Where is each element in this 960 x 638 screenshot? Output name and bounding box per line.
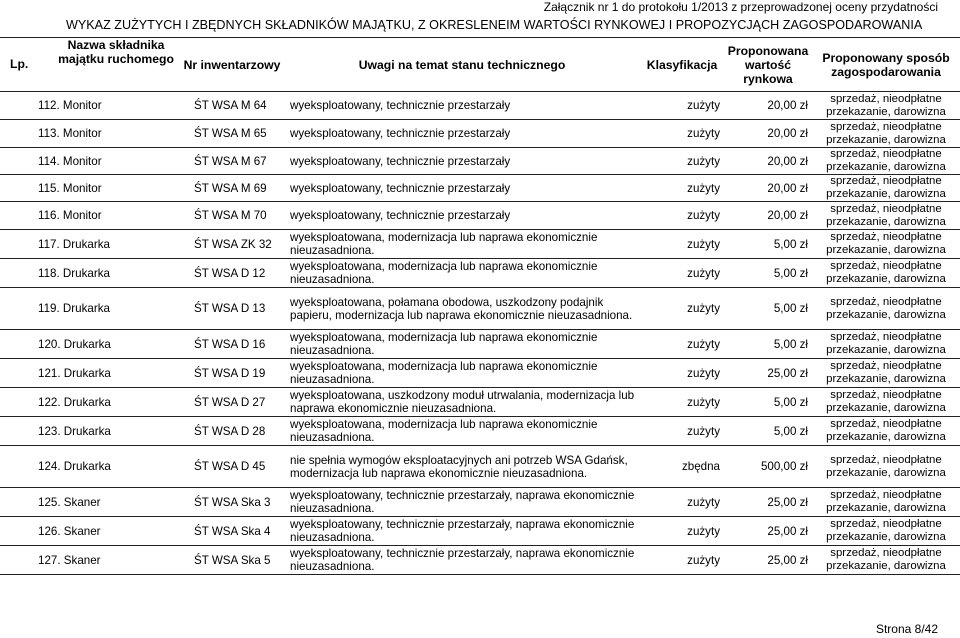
row-disposal-method: sprzedaż, nieodpłatne przekazanie, darowizna	[812, 259, 960, 288]
row-disposal-method: sprzedaż, nieodpłatne przekazanie, darowizna	[812, 546, 960, 575]
row-market-value: 25,00 zł	[724, 488, 812, 517]
row-disposal-method: sprzedaż, nieodpłatne przekazanie, darowizna	[812, 120, 960, 148]
header-wartosc: Proponowana wartość rynkowa	[724, 38, 812, 92]
header-sposob: Proponowany sposób zagospodarowania	[812, 38, 960, 92]
row-condition-notes: wyeksploatowany, technicznie przestarzały	[284, 202, 640, 230]
row-condition-notes: wyeksploatowany, technicznie przestarzały	[284, 148, 640, 175]
table-row	[0, 202, 960, 230]
row-disposal-method: sprzedaż, nieodpłatne przekazanie, darowizna	[812, 202, 960, 230]
row-item-name: 126. Skaner	[0, 517, 180, 546]
row-market-value: 500,00 zł	[724, 446, 812, 488]
document-title: WYKAZ ZUŻYTYCH I ZBĘDNYCH SKŁADNIKÓW MAJĄTKU, Z OKRESLENEIM WARTOŚCI RYNKOWEJ I PROPOZYCJĄCH ZAGOSPODAROWANIA	[66, 18, 923, 32]
row-market-value: 5,00 zł	[724, 230, 812, 259]
row-inventory-number: ŚT WSA M 67	[180, 148, 284, 175]
row-item-name: 118. Drukarka	[0, 259, 180, 288]
row-condition-notes: nie spełnia wymogów eksploatacyjnych ani potrzeb WSA Gdańsk, modernizacja lub naprawa ekonomicznie nieuzasadniona.	[284, 446, 640, 488]
row-item-name: 124. Drukarka	[0, 446, 180, 488]
row-classification: zużyty	[640, 259, 724, 288]
row-condition-notes: wyeksploatowany, technicznie przestarzały	[284, 175, 640, 202]
row-condition-notes: wyeksploatowany, technicznie przestarzały, naprawa ekonomicznie nieuzasadniona.	[284, 488, 640, 517]
row-item-name: 121. Drukarka	[0, 359, 180, 388]
row-item-name: 123. Drukarka	[0, 417, 180, 446]
row-condition-notes: wyeksploatowany, technicznie przestarzały, naprawa ekonomicznie nieuzasadniona.	[284, 517, 640, 546]
row-inventory-number: ŚT WSA D 13	[180, 288, 284, 330]
row-classification: zużyty	[640, 417, 724, 446]
row-inventory-number: ŚT WSA D 16	[180, 330, 284, 359]
row-disposal-method: sprzedaż, nieodpłatne przekazanie, darowizna	[812, 446, 960, 488]
row-inventory-number: ŚT WSA D 19	[180, 359, 284, 388]
table-row	[0, 120, 960, 148]
header-klasyfikacja: Klasyfikacja	[640, 38, 724, 92]
table-row	[0, 388, 960, 417]
row-item-name: 127. Skaner	[0, 546, 180, 575]
table-row	[0, 175, 960, 202]
row-item-name: 117. Drukarka	[0, 230, 180, 259]
row-classification: zużyty	[640, 92, 724, 120]
row-disposal-method: sprzedaż, nieodpłatne przekazanie, darowizna	[812, 92, 960, 120]
row-classification: zużyty	[640, 517, 724, 546]
row-disposal-method: sprzedaż, nieodpłatne przekazanie, darowizna	[812, 148, 960, 175]
row-inventory-number: ŚT WSA M 69	[180, 175, 284, 202]
row-item-name: 113. Monitor	[0, 120, 180, 148]
row-item-name: 125. Skaner	[0, 488, 180, 517]
row-classification: zużyty	[640, 175, 724, 202]
row-classification: zużyty	[640, 388, 724, 417]
row-condition-notes: wyeksploatowana, modernizacja lub naprawa ekonomicznie nieuzasadniona.	[284, 359, 640, 388]
inventory-table	[0, 37, 960, 575]
row-inventory-number: ŚT WSA M 64	[180, 92, 284, 120]
row-inventory-number: ŚT WSA M 65	[180, 120, 284, 148]
table-body	[0, 92, 960, 575]
row-classification: zużyty	[640, 546, 724, 575]
row-classification: zużyty	[640, 148, 724, 175]
table-row	[0, 259, 960, 288]
row-item-name: 120. Drukarka	[0, 330, 180, 359]
table-row	[0, 92, 960, 120]
row-inventory-number: ŚT WSA ZK 32	[180, 230, 284, 259]
row-condition-notes: wyeksploatowana, uszkodzony moduł utrwalania, modernizacja lub naprawa ekonomicznie nieuzasadniona.	[284, 388, 640, 417]
row-market-value: 20,00 zł	[724, 92, 812, 120]
row-market-value: 25,00 zł	[724, 359, 812, 388]
row-condition-notes: wyeksploatowany, technicznie przestarzały, naprawa ekonomicznie nieuzasadniona.	[284, 546, 640, 575]
row-condition-notes: wyeksploatowana, modernizacja lub naprawa ekonomicznie nieuzasadniona.	[284, 330, 640, 359]
header-nr: Nr inwentarzowy	[180, 38, 284, 92]
table-row	[0, 288, 960, 330]
row-classification: zbędna	[640, 446, 724, 488]
header-lp: Lp.	[10, 57, 29, 71]
row-inventory-number: ŚT WSA Ska 4	[180, 517, 284, 546]
table-row	[0, 446, 960, 488]
row-item-name: 112. Monitor	[0, 92, 180, 120]
row-disposal-method: sprzedaż, nieodpłatne przekazanie, darowizna	[812, 488, 960, 517]
row-disposal-method: sprzedaż, nieodpłatne przekazanie, darowizna	[812, 359, 960, 388]
row-disposal-method: sprzedaż, nieodpłatne przekazanie, darowizna	[812, 175, 960, 202]
row-disposal-method: sprzedaż, nieodpłatne przekazanie, darowizna	[812, 288, 960, 330]
table-row	[0, 417, 960, 446]
row-inventory-number: ŚT WSA D 45	[180, 446, 284, 488]
row-item-name: 115. Monitor	[0, 175, 180, 202]
table-row	[0, 148, 960, 175]
row-classification: zużyty	[640, 120, 724, 148]
row-disposal-method: sprzedaż, nieodpłatne przekazanie, darowizna	[812, 230, 960, 259]
row-inventory-number: ŚT WSA Ska 3	[180, 488, 284, 517]
row-classification: zużyty	[640, 202, 724, 230]
row-disposal-method: sprzedaż, nieodpłatne przekazanie, darowizna	[812, 330, 960, 359]
table-row	[0, 359, 960, 388]
table-row	[0, 230, 960, 259]
row-market-value: 5,00 zł	[724, 330, 812, 359]
row-item-name: 119. Drukarka	[0, 288, 180, 330]
row-market-value: 20,00 zł	[724, 175, 812, 202]
row-classification: zużyty	[640, 359, 724, 388]
row-disposal-method: sprzedaż, nieodpłatne przekazanie, darowizna	[812, 388, 960, 417]
row-inventory-number: ŚT WSA D 28	[180, 417, 284, 446]
header-nazwa: Nazwa składnika majątku ruchomego	[58, 38, 174, 66]
table-row	[0, 330, 960, 359]
table-row	[0, 517, 960, 546]
row-inventory-number: ŚT WSA Ska 5	[180, 546, 284, 575]
row-inventory-number: ŚT WSA D 27	[180, 388, 284, 417]
page-number: Strona 8/42	[875, 622, 938, 636]
row-condition-notes: wyeksploatowana, połamana obodowa, uszkodzony podajnik papieru, modernizacja lub naprawa ekonomicznie nieuzasadniona.	[284, 288, 640, 330]
table-header-row	[0, 38, 960, 92]
row-condition-notes: wyeksploatowana, modernizacja lub naprawa ekonomicznie nieuzasadniona.	[284, 259, 640, 288]
row-market-value: 25,00 zł	[724, 546, 812, 575]
row-inventory-number: ŚT WSA D 12	[180, 259, 284, 288]
row-item-name: 122. Drukarka	[0, 388, 180, 417]
row-inventory-number: ŚT WSA M 70	[180, 202, 284, 230]
row-market-value: 20,00 zł	[724, 148, 812, 175]
row-classification: zużyty	[640, 330, 724, 359]
row-disposal-method: sprzedaż, nieodpłatne przekazanie, darowizna	[812, 417, 960, 446]
table-row	[0, 546, 960, 575]
row-condition-notes: wyeksploatowany, technicznie przestarzały	[284, 92, 640, 120]
row-condition-notes: wyeksploatowana, modernizacja lub naprawa ekonomicznie nieuzasadniona.	[284, 230, 640, 259]
table-row	[0, 488, 960, 517]
row-market-value: 5,00 zł	[724, 288, 812, 330]
row-classification: zużyty	[640, 230, 724, 259]
header-lp-name	[0, 38, 180, 92]
row-market-value: 25,00 zł	[724, 517, 812, 546]
row-market-value: 5,00 zł	[724, 417, 812, 446]
row-condition-notes: wyeksploatowany, technicznie przestarzały	[284, 120, 640, 148]
annex-note: Załącznik nr 1 do protokołu 1/2013 z przeprowadzonej oceny przydatności	[543, 0, 938, 14]
row-market-value: 5,00 zł	[724, 388, 812, 417]
row-item-name: 114. Monitor	[0, 148, 180, 175]
row-disposal-method: sprzedaż, nieodpłatne przekazanie, darowizna	[812, 517, 960, 546]
row-classification: zużyty	[640, 288, 724, 330]
row-classification: zużyty	[640, 488, 724, 517]
row-market-value: 5,00 zł	[724, 259, 812, 288]
row-condition-notes: wyeksploatowana, modernizacja lub naprawa ekonomicznie nieuzasadniona.	[284, 417, 640, 446]
header-uwagi: Uwagi na temat stanu technicznego	[284, 38, 640, 92]
row-market-value: 20,00 zł	[724, 202, 812, 230]
row-market-value: 20,00 zł	[724, 120, 812, 148]
row-item-name: 116. Monitor	[0, 202, 180, 230]
